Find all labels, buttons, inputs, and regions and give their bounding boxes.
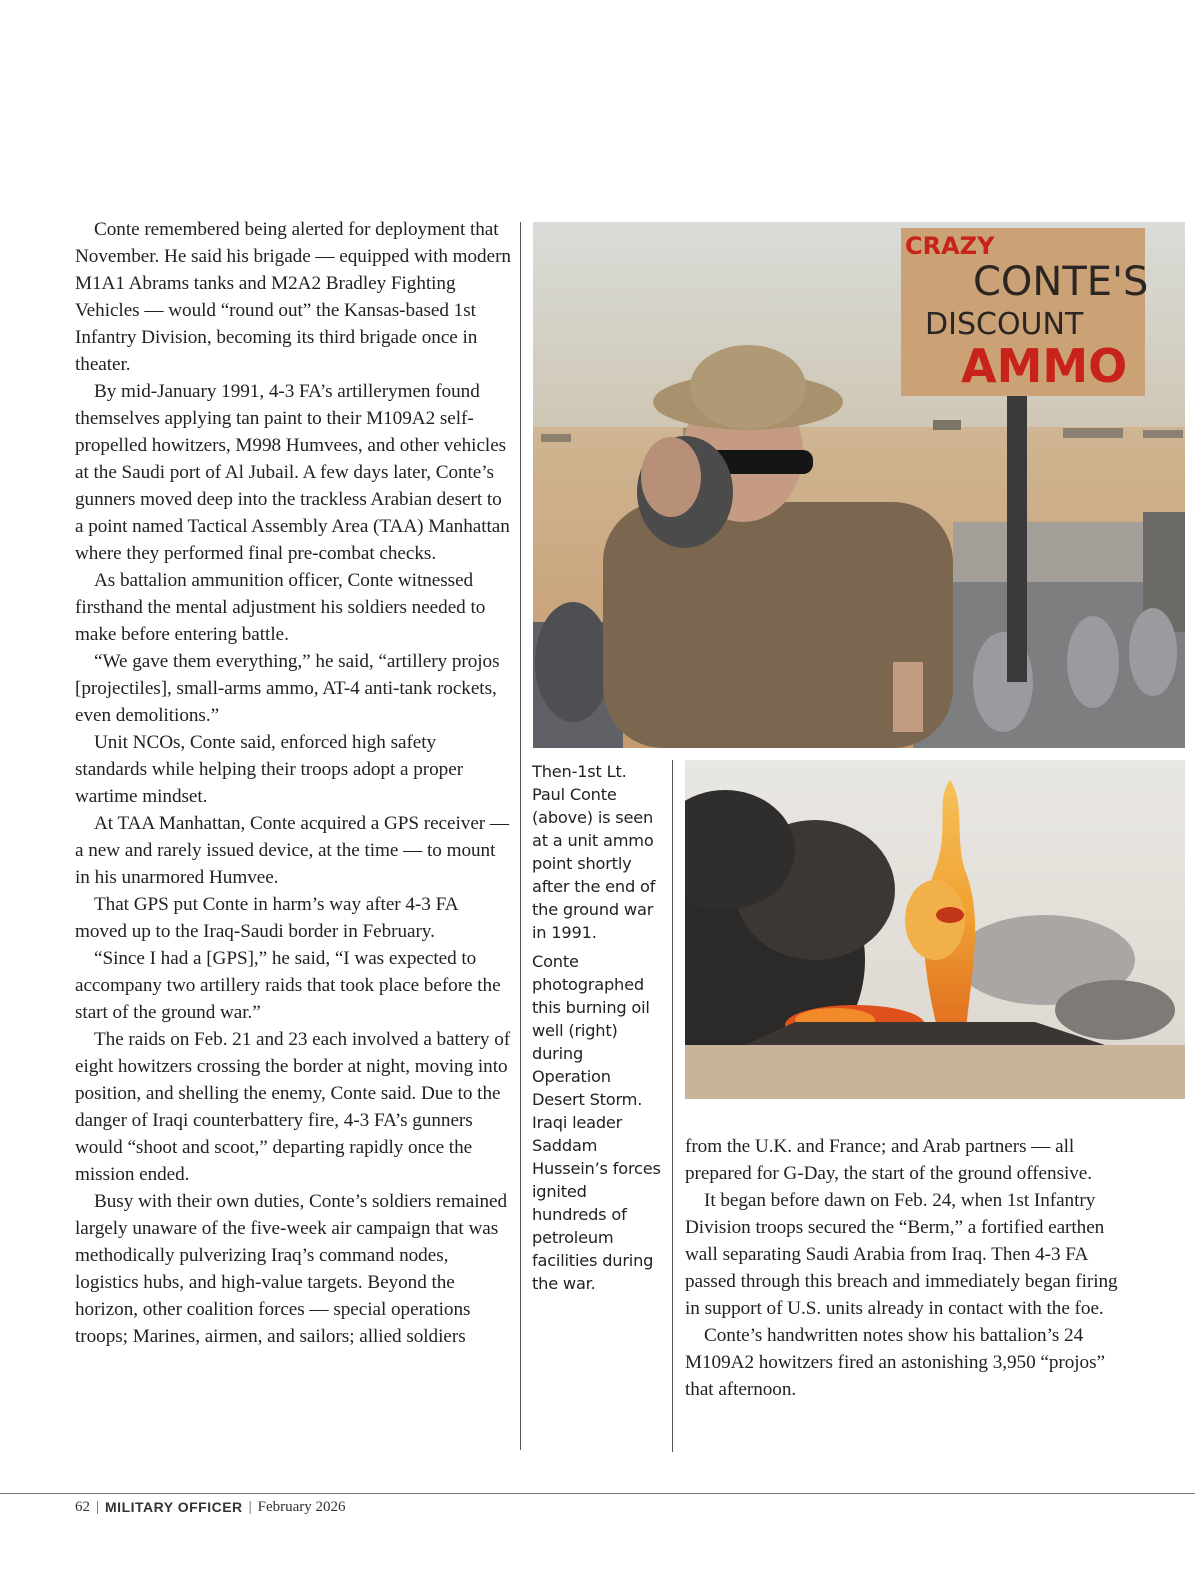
body-paragraph: As battalion ammunition officer, Conte witnessed firsthand the mental adjustment his soldiers needed to make before entering battle. bbox=[75, 570, 486, 645]
caption-conte: Then-1st Lt. Paul Conte (above) is seen at a unit ammo point shortly after the end of the ground war in 1991. bbox=[532, 762, 656, 942]
body-paragraph-continued: from the U.K. and France; and Arab partners — all prepared for G-Day, the start of the ground offensive. bbox=[685, 1136, 1093, 1184]
page-footer bbox=[75, 1497, 346, 1517]
right-text-column bbox=[685, 1133, 1122, 1403]
column-divider bbox=[520, 222, 521, 1450]
body-paragraph: Unit NCOs, Conte said, enforced high safety standards while helping their troops adopt a proper wartime mindset. bbox=[75, 732, 464, 807]
sign-text-crazy: CRAZY bbox=[905, 232, 995, 260]
footer-separator: | bbox=[248, 1499, 252, 1515]
sign-text-discount: DISCOUNT bbox=[925, 307, 1084, 342]
body-paragraph: Conte remembered being alerted for deployment that November. He said his brigade — equipped with modern M1A1 Abrams tanks and M2A2 Bradley Fighting Vehicles — would “round out” the Kansas-based 1st Infantry Division, becoming its third brigade once in theater. bbox=[75, 219, 511, 375]
issue-date: February 2026 bbox=[257, 1499, 346, 1515]
page-number: 62 bbox=[75, 1499, 90, 1515]
left-text-column bbox=[75, 216, 511, 1350]
sign-text-ammo: AMMO bbox=[961, 339, 1128, 393]
photo-burning-oil-well bbox=[685, 760, 1185, 1099]
body-paragraph: Conte’s handwritten notes show his battalion’s 24 M109A2 howitzers fired an astonishing 3,950 “projos” that afternoon. bbox=[685, 1325, 1105, 1400]
footer-separator: | bbox=[96, 1499, 100, 1515]
caption-oil-well: Conte photographed this burning oil well (right) during Operation Desert Storm. Iraqi leader Saddam Hussein’s forces ignited hundreds of petroleum facilities during the war. bbox=[532, 952, 661, 1293]
body-paragraph: The raids on Feb. 21 and 23 each involved a battery of eight howitzers crossing the border at night, moving into position, and shelling the enemy, Conte said. Due to the danger of Iraqi counterbattery fire, 4-3 FA’s gunners would “shoot and scoot,” departing rapidly once the mission ended. bbox=[75, 1029, 511, 1185]
body-paragraph: Busy with their own duties, Conte’s soldiers remained largely unaware of the five-week air campaign that was methodically pulverizing Iraq’s command nodes, logistics hubs, and high-value targets. Beyond the horizon, other coalition forces — special operations troops; Marines, airmen, and sailors; allied soldiers bbox=[75, 1191, 508, 1347]
body-paragraph: It began before dawn on Feb. 24, when 1st Infantry Division troops secured the “Berm,” a fortified earthen wall separating Saudi Arabia from Iraq. Then 4-3 FA passed through this breach and immediately began firing in support of U.S. units already in contact with the foe. bbox=[685, 1190, 1118, 1319]
body-paragraph: By mid-January 1991, 4-3 FA’s artillerymen found themselves applying tan paint to their M109A2 self-propelled howitzers, M998 Humvees, and other vehicles at the Saudi port of Al Jubail. A few days later, Conte’s gunners moved deep into the trackless Arabian desert to a point named Tactical Assembly Area (TAA) Manhattan where they performed final pre-combat checks. bbox=[75, 381, 510, 564]
sign-text-contes: CONTE'S bbox=[973, 259, 1149, 305]
photo-conte-ammo-point bbox=[533, 222, 1185, 748]
body-paragraph: That GPS put Conte in harm’s way after 4-3 FA moved up to the Iraq-Saudi border in February. bbox=[75, 894, 458, 942]
body-paragraph: “Since I had a [GPS],” he said, “I was expected to accompany two artillery raids that took place before the start of the ground war.” bbox=[75, 948, 501, 1023]
column-divider bbox=[672, 760, 673, 1452]
magazine-name: MILITARY OFFICER bbox=[105, 1499, 243, 1515]
footer-rule bbox=[0, 1493, 1195, 1494]
body-paragraph: “We gave them everything,” he said, “artillery projos [projectiles], small-arms ammo, AT-4 anti-tank rockets, even demolitions.” bbox=[75, 651, 500, 726]
body-paragraph: At TAA Manhattan, Conte acquired a GPS receiver — a new and rarely issued device, at the time — to mount in his unarmored Humvee. bbox=[75, 813, 510, 888]
photo-captions bbox=[532, 760, 662, 1301]
